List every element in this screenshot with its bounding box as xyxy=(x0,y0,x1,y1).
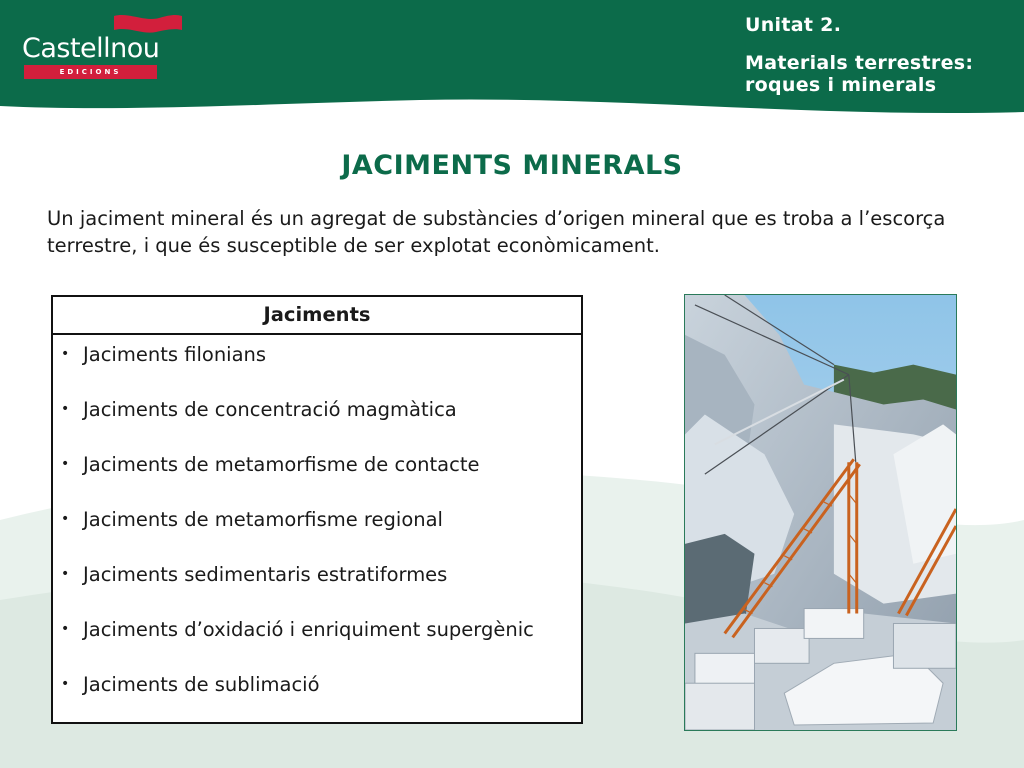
list-item: • Jaciments de sublimació xyxy=(53,671,581,698)
list-item: • Jaciments de metamorfisme de contacte xyxy=(53,451,581,478)
page-title: JACIMENTS MINERALS xyxy=(341,150,683,181)
list-item: • Jaciments sedimentaris estratiformes xyxy=(53,561,581,588)
logo-wordmark: Castellnou xyxy=(22,33,160,64)
quarry-photo xyxy=(684,294,957,731)
intro-paragraph: Un jaciment mineral és un agregat de substàncies d’origen mineral que es troba a l’escorça terrestre, i que és susceptible de ser explotat econòmicament. xyxy=(47,207,946,257)
logo-imprint: EDICIONS xyxy=(24,65,157,79)
unit-subtitle: Materials terrestres: roques i minerals xyxy=(745,52,974,96)
list-item: • Jaciments filonians xyxy=(53,341,581,368)
list-item: • Jaciments de metamorfisme regional xyxy=(53,506,581,533)
deposits-table xyxy=(51,295,583,724)
list-item: • Jaciments d’oxidació i enriquiment supergènic xyxy=(53,616,581,643)
unit-label: Unitat 2. xyxy=(745,14,842,36)
quarry-illustration xyxy=(685,295,956,730)
list-item: • Jaciments de concentració magmàtica xyxy=(53,396,581,423)
table-header: Jaciments xyxy=(53,297,581,335)
publisher-logo xyxy=(22,12,162,78)
deposits-list xyxy=(53,335,581,698)
